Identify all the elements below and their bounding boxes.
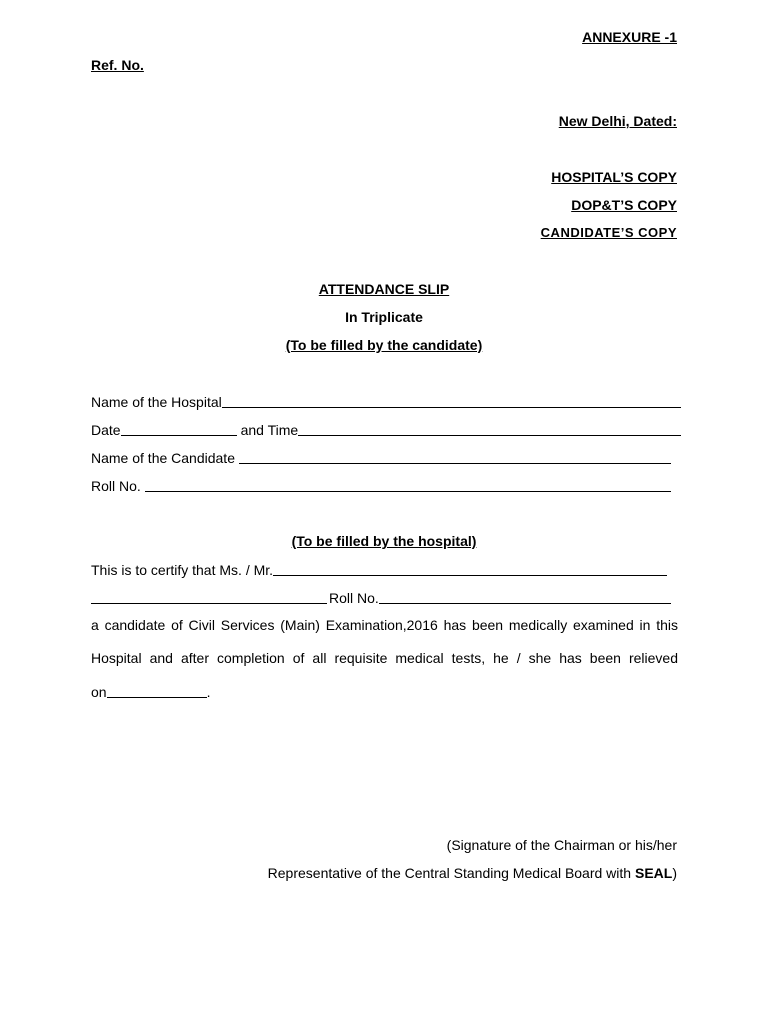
place-date-label: New Delhi, Dated: (558, 113, 677, 129)
relieved-on-label: on (91, 684, 107, 700)
relieved-date-blank[interactable] (107, 683, 207, 698)
roll-no-label: Roll No. (91, 478, 141, 494)
candidate-name-row (91, 449, 671, 466)
date-time-row (91, 421, 681, 438)
candidate-name-label: Name of the Candidate (91, 450, 235, 466)
hospital-copy-label: HOSPITAL’S COPY (551, 169, 677, 185)
hospital-instruction: (To be filled by the hospital) (291, 533, 477, 549)
date-blank[interactable] (121, 421, 237, 436)
time-blank[interactable] (298, 421, 681, 436)
hospital-name-continuation-blank[interactable] (91, 589, 327, 604)
ref-no-label: Ref. No. (91, 57, 144, 73)
candidate-name-blank[interactable] (239, 449, 671, 464)
hospital-name-row (91, 393, 681, 410)
seal-label: SEAL (634, 865, 673, 881)
roll-no-blank[interactable] (145, 477, 671, 492)
hospital-name-label: Name of the Hospital (91, 394, 222, 410)
certify-row (91, 561, 667, 578)
hospital-roll-row (91, 589, 671, 606)
in-triplicate-subtitle: In Triplicate (345, 309, 423, 325)
candidate-instruction: (To be filled by the candidate) (285, 337, 483, 353)
relieved-period: . (206, 684, 211, 700)
time-label: and Time (240, 422, 299, 438)
hospital-roll-label: Roll No. (329, 590, 379, 606)
date-label: Date (91, 422, 121, 438)
certify-name-blank[interactable] (273, 561, 667, 576)
signature-line-2-text: Representative of the Central Standing Medical Board with (267, 865, 635, 881)
hospital-roll-blank[interactable] (379, 589, 671, 604)
certificate-text-line-1: a candidate of Civil Services (Main) Examination,2016 has been medically examined in this (91, 617, 678, 633)
signature-line-2 (268, 865, 677, 881)
roll-no-row (91, 477, 671, 494)
signature-closing-paren: ) (672, 865, 677, 881)
certificate-text-line-2: Hospital and after completion of all requisite medical tests, he / she has been relieved (91, 650, 678, 666)
dopt-copy-label: DOP&T’S COPY (571, 197, 677, 213)
relieved-on-row (91, 683, 210, 700)
signature-line-1: (Signature of the Chairman or his/her (446, 837, 677, 853)
attendance-slip-title: ATTENDANCE SLIP (318, 281, 450, 297)
hospital-name-blank[interactable] (222, 393, 681, 408)
certify-label: This is to certify that Ms. / Mr. (91, 562, 274, 578)
candidate-copy-label: CANDIDATE’S COPY (540, 225, 677, 240)
annexure-label: ANNEXURE -1 (582, 29, 677, 45)
